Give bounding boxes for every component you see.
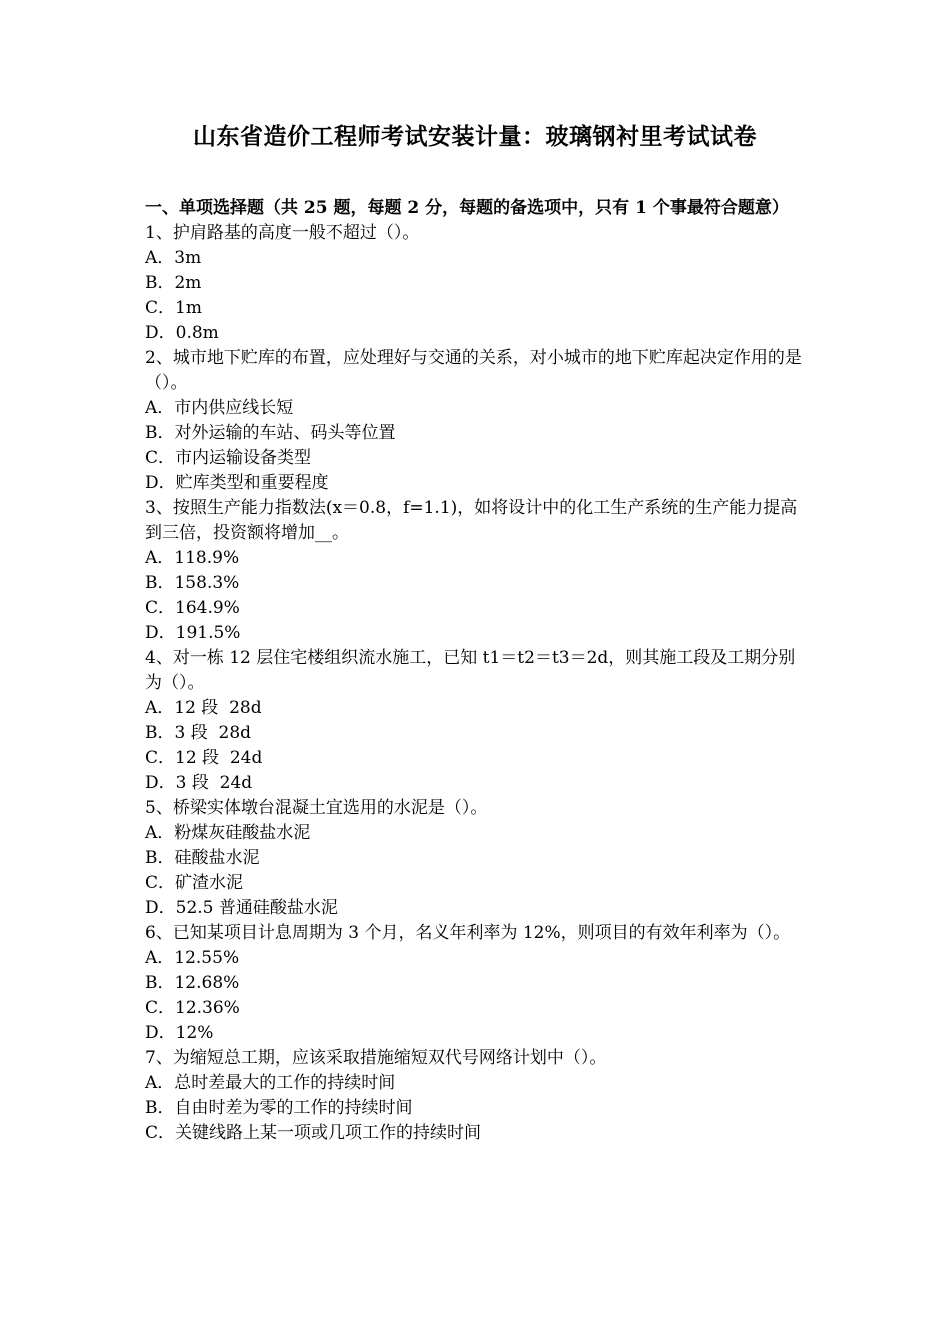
- question-2: [145, 346, 810, 496]
- option-c: C．1m: [145, 298, 202, 318]
- option-a: A．12.55%: [145, 948, 240, 968]
- question-stem: 5、桥梁实体墩台混凝土宜选用的水泥是（）。: [145, 798, 488, 818]
- question-stem: 3、按照生产能力指数法(x＝0.8，f=1.1)，如将设计中的化工生产系统的生产能力提高到三倍，投资额将增加__。: [145, 498, 798, 543]
- option-b: B．3 段 28d: [145, 723, 252, 743]
- question-1: [145, 221, 810, 346]
- option-b: B．自由时差为零的工作的持续时间: [145, 1098, 413, 1118]
- option-b: B．硅酸盐水泥: [145, 848, 260, 868]
- option-c: C．关键线路上某一项或几项工作的持续时间: [145, 1123, 482, 1143]
- question-6: [145, 921, 810, 1046]
- option-d: D．贮库类型和重要程度: [145, 473, 329, 493]
- option-d: D．52.5 普通硅酸盐水泥: [145, 898, 338, 918]
- question-stem: 7、为缩短总工期，应该采取措施缩短双代号网络计划中（）。: [145, 1048, 607, 1068]
- option-a: A．3m: [145, 248, 202, 268]
- question-stem: 2、城市地下贮库的布置，应处理好与交通的关系，对小城市的地下贮库起决定作用的是（）。: [145, 348, 802, 393]
- option-b: B．2m: [145, 273, 202, 293]
- option-a: A．总时差最大的工作的持续时间: [145, 1073, 396, 1093]
- option-b: B．对外运输的车站、码头等位置: [145, 423, 396, 443]
- option-b: B．12.68%: [145, 973, 240, 993]
- section-heading: 一、单项选择题（共 25 题，每题 2 分，每题的备选项中，只有 1 个事最符合题意）: [145, 198, 789, 218]
- document-title: 山东省造价工程师考试安装计量：玻璃钢衬里考试试卷: [193, 123, 757, 150]
- question-stem: 1、护肩路基的高度一般不超过（）。: [145, 223, 420, 243]
- question-5: [145, 796, 810, 921]
- option-d: D．0.8m: [145, 323, 219, 343]
- option-d: D．3 段 24d: [145, 773, 253, 793]
- question-7: [145, 1046, 810, 1146]
- question-stem: 6、已知某项目计息周期为 3 个月，名义年利率为 12%，则项目的有效年利率为（）。: [145, 923, 791, 943]
- question-stem: 4、对一栋 12 层住宅楼组织流水施工，已知 t1＝t2＝t3＝2d，则其施工段及工期分别为（）。: [145, 648, 796, 693]
- option-b: B．158.3%: [145, 573, 240, 593]
- option-d: D．191.5%: [145, 623, 241, 643]
- question-4: [145, 646, 810, 796]
- document-body: [145, 196, 810, 1146]
- option-c: C．市内运输设备类型: [145, 448, 312, 468]
- option-c: C．矿渣水泥: [145, 873, 244, 893]
- question-3: [145, 496, 810, 646]
- option-a: A．118.9%: [145, 548, 240, 568]
- option-c: C．12.36%: [145, 998, 240, 1018]
- option-c: C．164.9%: [145, 598, 240, 618]
- option-a: A．粉煤灰硅酸盐水泥: [145, 823, 311, 843]
- option-d: D．12%: [145, 1023, 214, 1043]
- option-a: A．市内供应线长短: [145, 398, 294, 418]
- option-a: A．12 段 28d: [145, 698, 262, 718]
- option-c: C．12 段 24d: [145, 748, 263, 768]
